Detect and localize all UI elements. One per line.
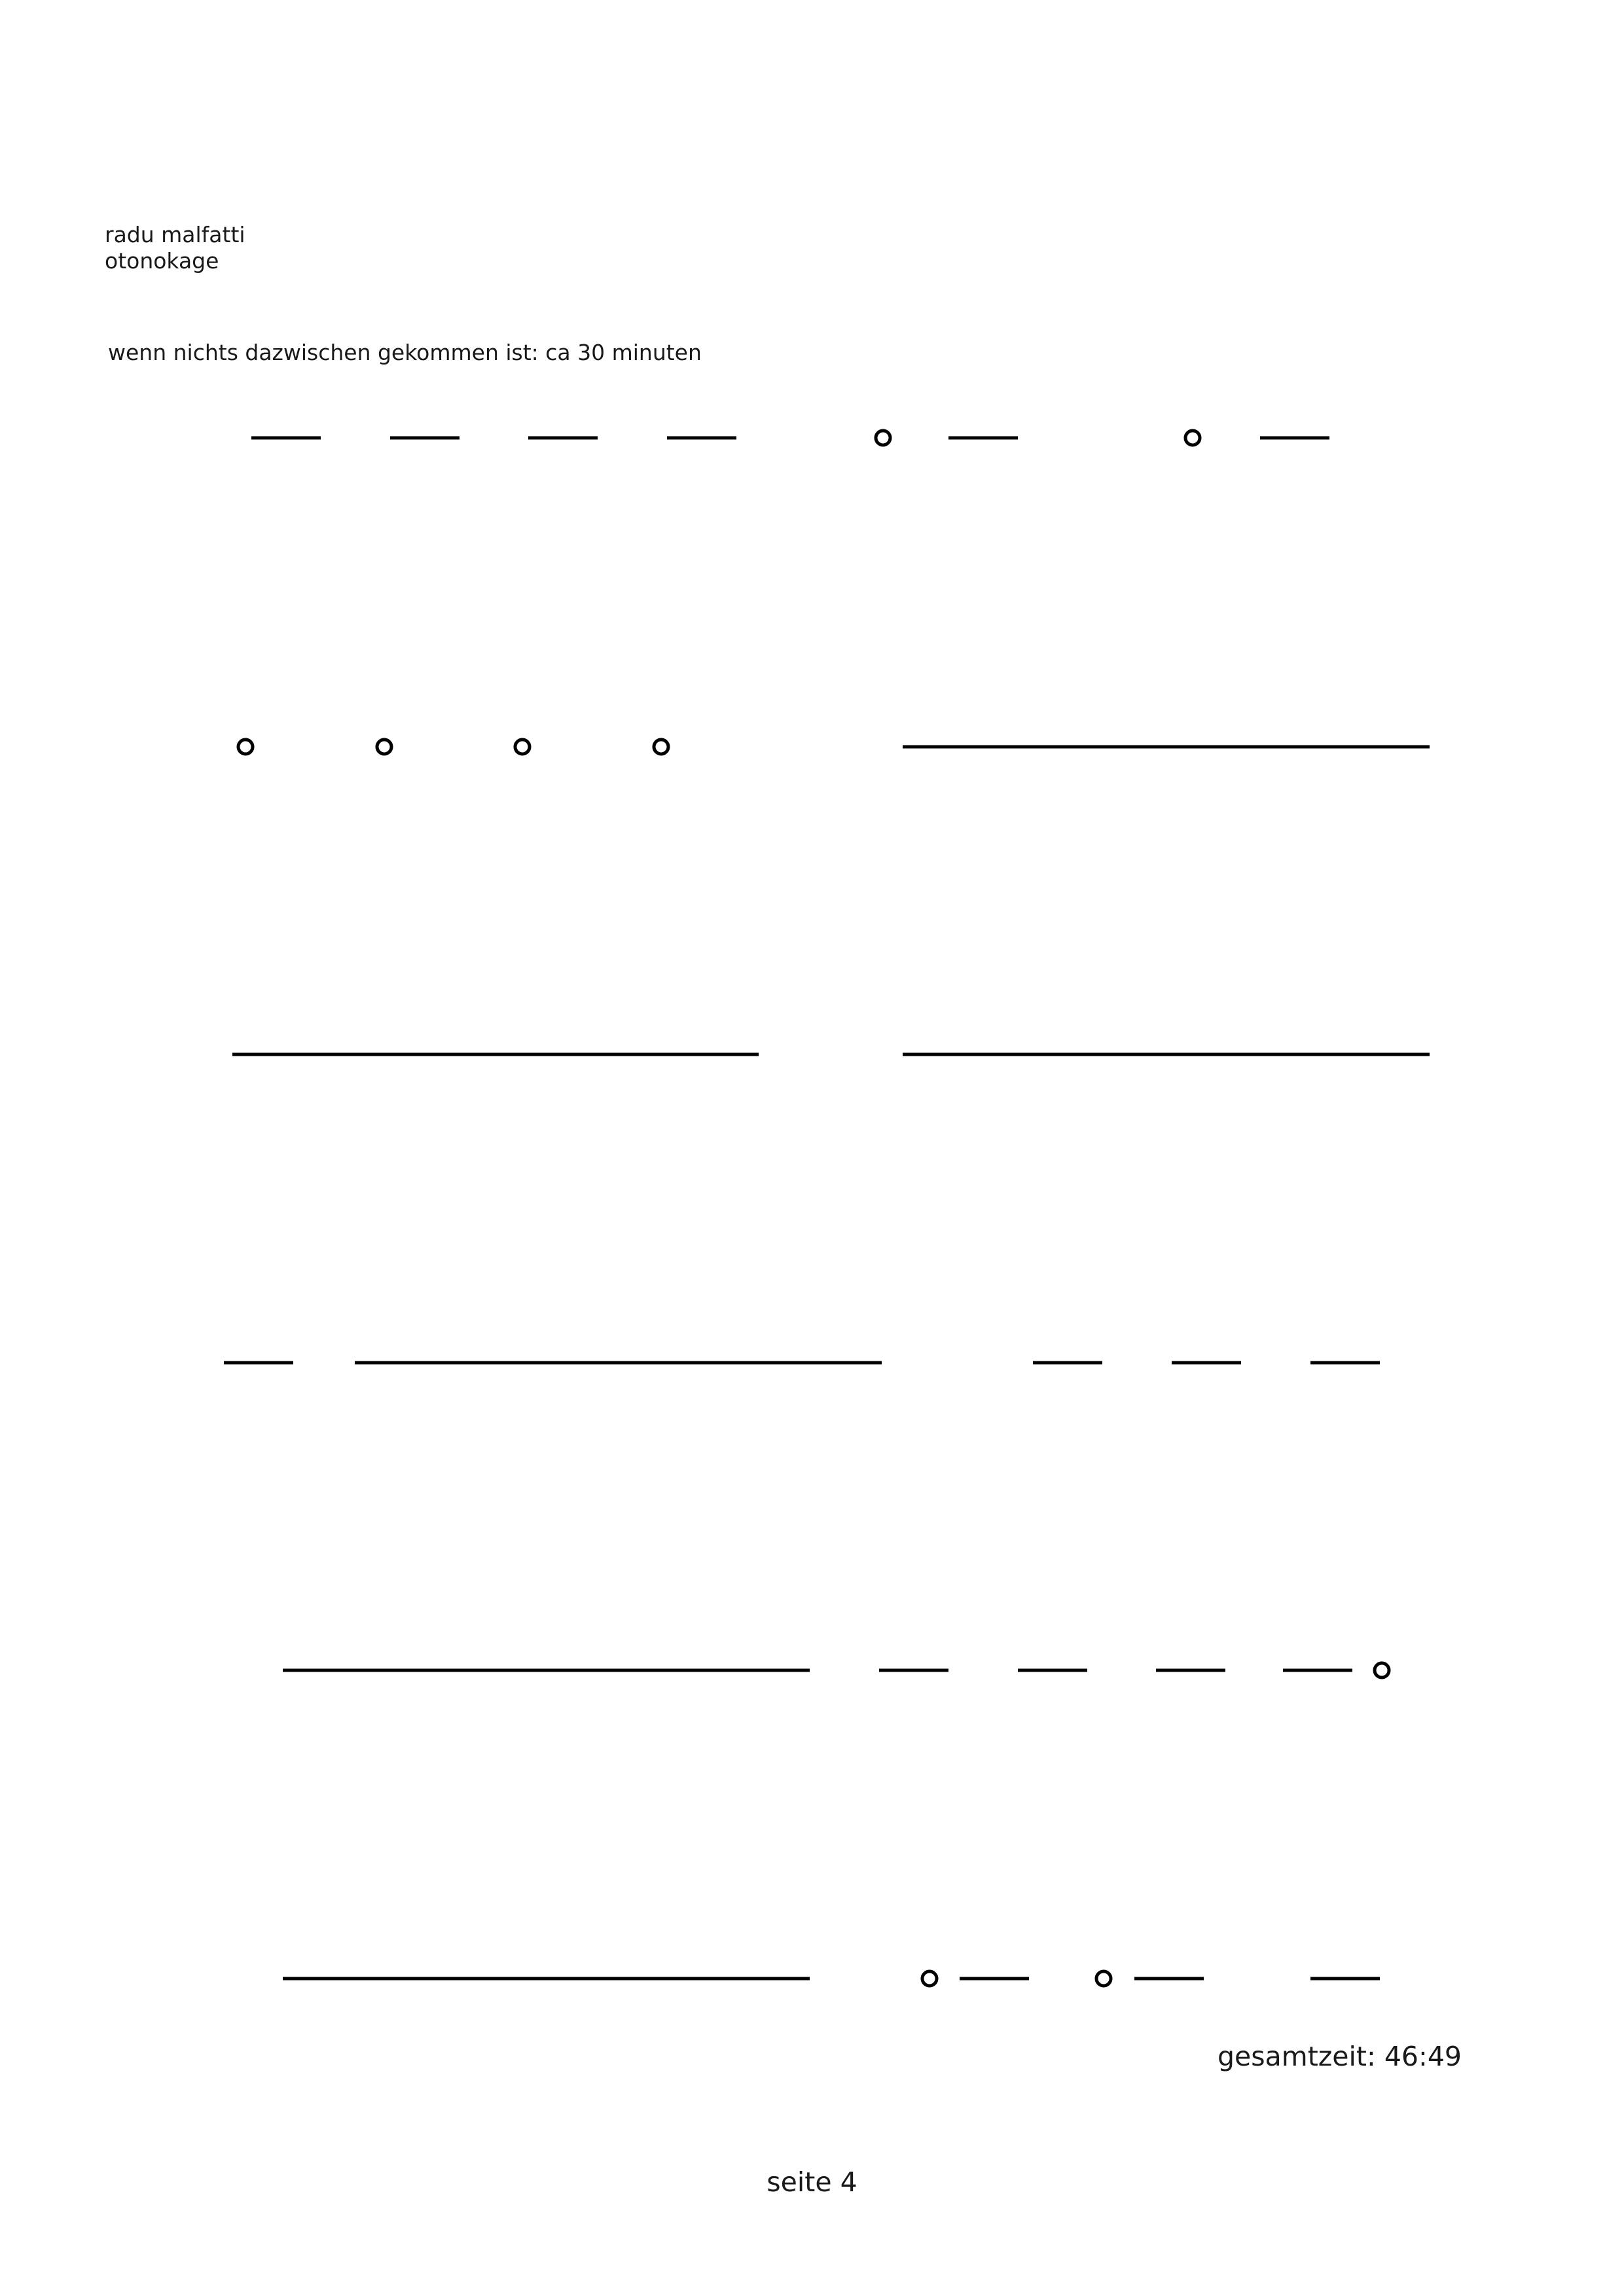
score-system-1 [251, 431, 1329, 445]
circle-mark [515, 740, 530, 754]
circle-mark [1096, 1971, 1111, 1986]
performance-instruction: wenn nichts dazwischen gekommen ist: ca 30 minuten [108, 340, 702, 365]
piece-title: otonokage [105, 248, 219, 274]
circle-mark [377, 740, 391, 754]
score-system-6 [283, 1971, 1380, 1986]
circle-mark [1185, 431, 1200, 445]
score-system-2 [238, 740, 1430, 754]
circle-mark [238, 740, 253, 754]
circle-mark [922, 1971, 937, 1986]
circle-mark [654, 740, 668, 754]
circle-mark [876, 431, 890, 445]
score-system-5 [283, 1663, 1389, 1677]
composer-name: radu malfatti [105, 222, 245, 247]
circle-mark [1375, 1663, 1389, 1677]
total-duration: gesamtzeit: 46:49 [1218, 2041, 1462, 2072]
page-number: seite 4 [767, 2166, 857, 2198]
